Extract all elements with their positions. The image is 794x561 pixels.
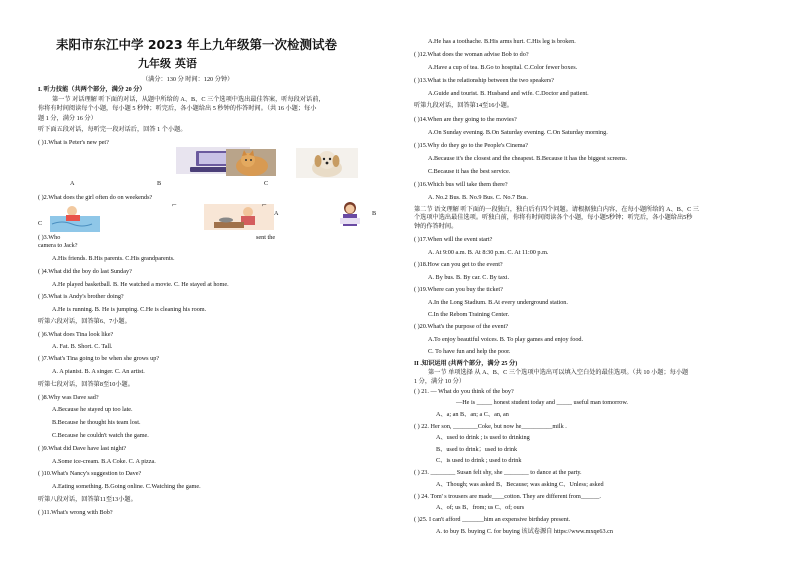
section1-instructions-1: 第一节 对话理解 听下面的对话，从题中所给的 A、B、C 三个选项中选出最佳答案，听每段对话前， [52,96,325,103]
question-1: ( )1.What is Peter's new pet? [38,139,109,146]
q22-option-a: A、used to drink ; is used to drinking [436,434,530,441]
question-9: ( )9.What did Dave have last night? [38,445,127,452]
question-14: ( )14.When are they going to the movies? [414,116,517,123]
cat-image [226,149,276,176]
question-25: ( )25. I can't afford _______him an expensive birthday present. [414,516,571,523]
instruction-q11-13: 听第八段对话，回答第11至13小题。 [38,496,137,503]
question-4: ( )4.What did the boy do last Sunday? [38,268,132,275]
q23-options: A、Though; was asked B、Because; was asking C、Unless; asked [436,481,604,488]
question-20: ( )20.What's the purpose of the event? [414,323,509,330]
part2-instructions-2: 1 分，满分 10 分） [414,378,466,385]
q2-option-a-label: A [274,210,279,217]
q3-options: A.His friends. B.His parents. C.His grandparents. [52,255,175,262]
q24-options: A、of; us B、from; us C、of; ours [436,504,525,511]
question-15: ( )15.Why do they go to the People's Cinema? [414,142,529,149]
q4-options: A.He played basketball. B. He watched a movie. C. He stayed at home. [52,281,229,288]
q13-options: A.Guide and tourist. B. Husband and wife. C.Doctor and patient. [428,90,589,97]
part2-heading: II .知识运用 (共两个部分，满分 25 分) [414,360,518,367]
part2-instructions-1: 第一节 单项选择 从 A、B、C 三个选项中选出可以填入空白处的最佳选项。（共 10 小题；每小题 [428,369,689,376]
q8-option-b: B.Because he thought his team lost. [52,419,141,426]
question-12: ( )12.What does the woman advise Bob to do? [414,51,529,58]
q9-options: A.Some ice-cream. B.A Coke. C. A pizza. [52,458,156,465]
question-3-line2: camera to Jack? [38,242,78,249]
question-17: ( )17.When will the event start? [414,236,493,243]
question-18: ( )18.How can you get to the event? [414,261,503,268]
q2-picture-c-mark: ⌐ [262,200,267,209]
question-16: ( )16.Which bus will take them there? [414,181,508,188]
q5-options: A.He is running. B. He is jumping. C.He is cleaning his room. [52,306,207,313]
question-22: ( ) 22. Her son, ________Coke, but now he__________milk . [414,423,567,430]
q22-option-c: C、is used to drink ; used to drink [436,457,522,464]
section1-instructions-3: 题 1 分，满分 16 分） [38,115,97,122]
question-11: ( )11.What's wrong with Bob? [38,509,113,516]
q19-options-ab: A.In the Long Stadium. B.At every underground station. [428,299,568,306]
question-19: ( )19.Where can you buy the ticket? [414,286,503,293]
question-5: ( )5.What is Andy's brother doing? [38,293,124,300]
q20-option-c: C. To have fun and help the poor. [428,348,511,355]
question-7: ( )7.What's Tina going to be when she grows up? [38,355,160,362]
q18-options: A. By bus. B. By car. C. By taxi. [428,274,510,281]
question-2: ( )2.What does the girl often do on weekends? [38,194,153,201]
question-3-end: sent the [256,234,276,241]
q15-option-c: C.Because it has the best service. [428,168,511,175]
exam-title: 耒阳市东江中学 2023 年上九年级第一次检测试卷 [56,37,337,52]
q25-options: A. to buy B. buying C. for buying 该试卷源自 https://www.mxqe63.cn [436,528,613,535]
part1-heading: I. 听力技能（共两个部分，满分 20 分） [38,86,146,93]
q17-options: A. At 9:00 a.m. B. At 8:30 p.m. C. At 11:00 p.m. [428,249,549,256]
q16-options: A. No.2 Bus. B. No.9 Bus. C. No.7 Bus. [428,194,528,201]
question-3: ( )3.Who [38,234,61,241]
swimming-image [50,202,100,232]
q19-option-c: C.In the Rebom Training Center. [428,311,510,318]
q2-option-b-label: B [372,210,377,217]
exam-subject: 九年级 英语 [138,57,197,70]
section2-instructions-1: 第二节 语文理解 听下面的一段独白，独白后有四个问题。请根据独白内容，在每小题所给的 A、B、C 三 [414,206,699,213]
q8-option-a: A.Because he stayed up too late. [52,406,133,413]
question-21-line2: —He is _____ honest student today and _____ useful man tomorrow. [456,399,628,406]
section2-instructions-2: 个选项中选出最佳选项。听独白前，你将有时间阅读各个小题，每小题5秒钟；听完后，各小题给出5秒 [414,214,693,221]
q10-options: A.Eating something. B.Going online. C.Watching the game. [52,483,201,490]
score-time: （满分：130 分 时间：120 分钟） [142,76,234,83]
q1-option-b-label: B [157,180,162,187]
section2-instructions-3: 钟的作答时间。 [414,223,458,230]
q11-options: A.He has a toothache. B.His arms hurt. C.His leg is broken. [428,38,576,45]
question-13: ( )13.What is the relationship between the two speakers? [414,77,555,84]
q8-option-c: C.Because he couldn't watch the game. [52,432,149,439]
section1-instructions-2: 你将有时间阅读每个小题，每小题 5 秒钟；听完后，各小题给出 5 秒钟的作答时间。（共 16 小题；每小 [38,105,317,112]
question-24: ( ) 24. Tom' s trousers are made____cotton. They are different from______. [414,493,601,500]
question-10: ( )10.What's Nancy's suggestion to Dave? [38,470,142,477]
q2-picture-b-mark: ⌐ [172,200,177,209]
q1-option-c-label: C [264,180,269,187]
q21-options: A、a; an B、an; a C、an, an [436,411,509,418]
question-21: ( ) 21. — What do you think of the boy? [414,388,514,395]
instruction-q8-10: 听第七段对话，回答第8至10小题。 [38,381,134,388]
q2-option-c-label: C [38,220,43,227]
puppy-image [296,148,358,178]
instruction-q14-16: 听第九段对话，回答第14至16小题。 [414,102,513,109]
q22-option-b: B、used to drink；used to drink [436,446,518,453]
question-6: ( )6.What does Tina look like? [38,331,114,338]
q1-option-a-label: A [70,180,75,187]
reading-girl-image [326,200,377,232]
q12-options: A.Have a cup of tea. B.Go to hospital. C.Color fewer boxes. [428,64,578,71]
q6-options: A. Fat. B. Short. C. Tall. [52,343,113,350]
q7-options: A. A pianist. B. A singer. C. An artist. [52,368,145,375]
question-23: ( ) 23. ________ Susan felt shy, she ________ to dance at the party. [414,469,582,476]
instruction-q6-7: 听第六段对话，回答第6、7小题。 [38,318,131,325]
q14-options: A.On Sunday evening. B.On Saturday evening. C.On Saturday morning. [428,129,608,136]
q20-options-ab: A.To enjoy beautiful voices. B. To play games and enjoy food. [428,336,584,343]
instruction-q1-5: 听下面五段对话，每听完一段对话后，回答 1 个小题。 [38,126,187,133]
question-8: ( )8.Why was Dave sad? [38,394,99,401]
q15-options-ab: A.Because it's the closest and the cheapest. B.Because it has the biggest screens. [428,155,628,162]
